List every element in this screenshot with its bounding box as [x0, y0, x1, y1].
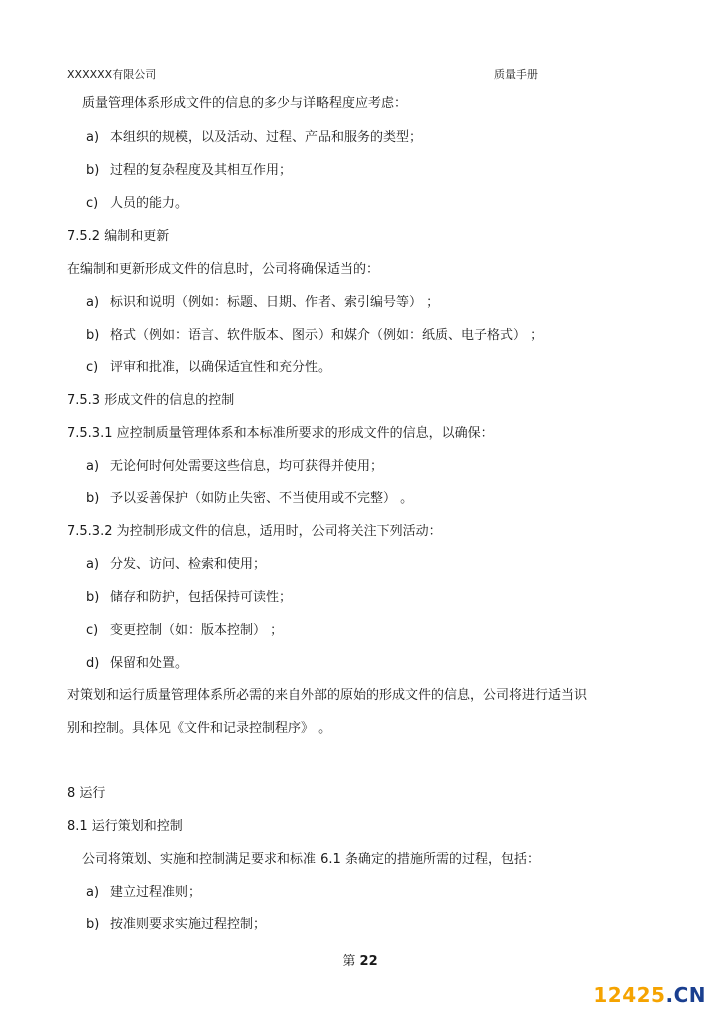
section-heading-8: 8 运行: [67, 786, 106, 801]
list-item: a) 本组织的规模，以及活动、过程、产品和服务的类型；: [86, 130, 423, 145]
list-item: c) 评审和批准，以确保适宜性和充分性。: [86, 360, 332, 375]
paragraph-line: 别和控制。具体见《文件和记录控制程序》 。: [67, 721, 332, 736]
list-item: b) 按准则要求实施过程控制；: [86, 917, 267, 932]
section-heading-7-5-2: 7.5.2 编制和更新: [67, 229, 170, 244]
intro-line: 质量管理体系形成文件的信息的多少与详略程度应考虑：: [82, 96, 408, 111]
list-item: b) 格式（例如：语言、软件版本、图示）和媒介（例如：纸质、电子格式） ；: [86, 328, 544, 343]
paragraph-line: 在编制和更新形成文件的信息时，公司将确保适当的：: [67, 262, 380, 277]
site-watermark: 12425.CN: [593, 983, 706, 1007]
paragraph-line: 公司将策划、实施和控制满足要求和标准 6.1 条确定的措施所需的过程，包括：: [82, 852, 540, 867]
list-item: a) 建立过程准则；: [86, 885, 202, 900]
clause-7-5-3-2: 7.5.3.2 为控制形成文件的信息，适用时，公司将关注下列活动：: [67, 524, 442, 539]
list-item: a) 无论何时何处需要这些信息，均可获得并使用；: [86, 459, 384, 474]
list-item: c) 人员的能力。: [86, 196, 189, 211]
list-item: c) 变更控制（如：版本控制） ；: [86, 623, 284, 638]
section-heading-7-5-3: 7.5.3 形成文件的信息的控制: [67, 393, 235, 408]
list-item: b) 予以妥善保护（如防止失密、不当使用或不完整） 。: [86, 491, 414, 506]
list-item: b) 过程的复杂程度及其相互作用；: [86, 163, 293, 178]
list-item: b) 储存和防护，包括保持可读性；: [86, 590, 293, 605]
clause-7-5-3-1: 7.5.3.1 应控制质量管理体系和本标准所要求的形成文件的信息，以确保：: [67, 426, 494, 441]
list-item: d) 保留和处置。: [86, 656, 189, 671]
list-item: a) 分发、访问、检索和使用；: [86, 557, 267, 572]
header-company: XXXXXX有限公司: [67, 68, 157, 81]
section-heading-8-1: 8.1 运行策划和控制: [67, 819, 183, 834]
header-doc-type: 质量手册: [494, 68, 538, 81]
page-number: 第 22: [342, 954, 378, 969]
list-item: a) 标识和说明（例如：标题、日期、作者、索引编号等） ；: [86, 295, 440, 310]
paragraph-line: 对策划和运行质量管理体系所必需的来自外部的原始的形成文件的信息，公司将进行适当识: [67, 688, 588, 703]
